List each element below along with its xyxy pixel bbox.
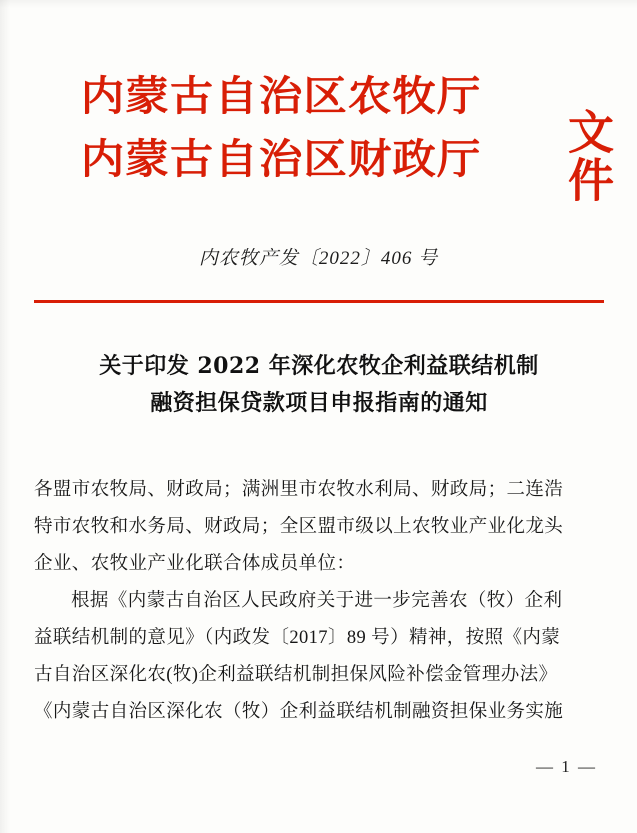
scan-edge-top xyxy=(0,0,637,8)
body-line: 企业、农牧业产业化联合体成员单位： xyxy=(34,554,356,574)
document-title xyxy=(40,348,598,423)
masthead-line-1: 内蒙古自治区农牧厅 xyxy=(80,72,482,120)
red-separator-rule xyxy=(34,300,604,303)
masthead xyxy=(0,62,637,222)
masthead-agency-lines xyxy=(32,62,502,183)
body-line: 根据《内蒙古自治区人民政府关于进一步完善农（牧）企利 xyxy=(71,591,563,611)
title-line-2: 融资担保贷款项目申报指南的通知 xyxy=(150,390,488,417)
title-line-1: 关于印发 2022 年深化农牧企利益联结机制 xyxy=(99,353,539,379)
masthead-suffix: 文件 xyxy=(561,108,615,204)
body-line: 各盟市农牧局、财政局；满洲里市农牧水利局、财政局；二连浩 xyxy=(34,480,564,500)
body-line: 特市农牧和水务局、财政局；全区盟市级以上农牧业产业化龙头 xyxy=(34,517,564,537)
document-number: 内农牧产发〔2022〕406 号 xyxy=(198,248,439,269)
document-body xyxy=(34,472,604,731)
masthead-line-2: 内蒙古自治区财政厅 xyxy=(80,135,482,183)
body-line: 《内蒙古自治区深化农（牧）企利益联结机制融资担保业务实施 xyxy=(34,702,564,722)
body-line: 益联结机制的意见》（内政发〔2017〕89 号）精神，按照《内蒙 xyxy=(34,628,561,648)
page-number: — 1 — xyxy=(536,757,597,776)
body-line: 古自治区深化农(牧)企利益联结机制担保风险补偿金管理办法》 xyxy=(34,665,558,685)
